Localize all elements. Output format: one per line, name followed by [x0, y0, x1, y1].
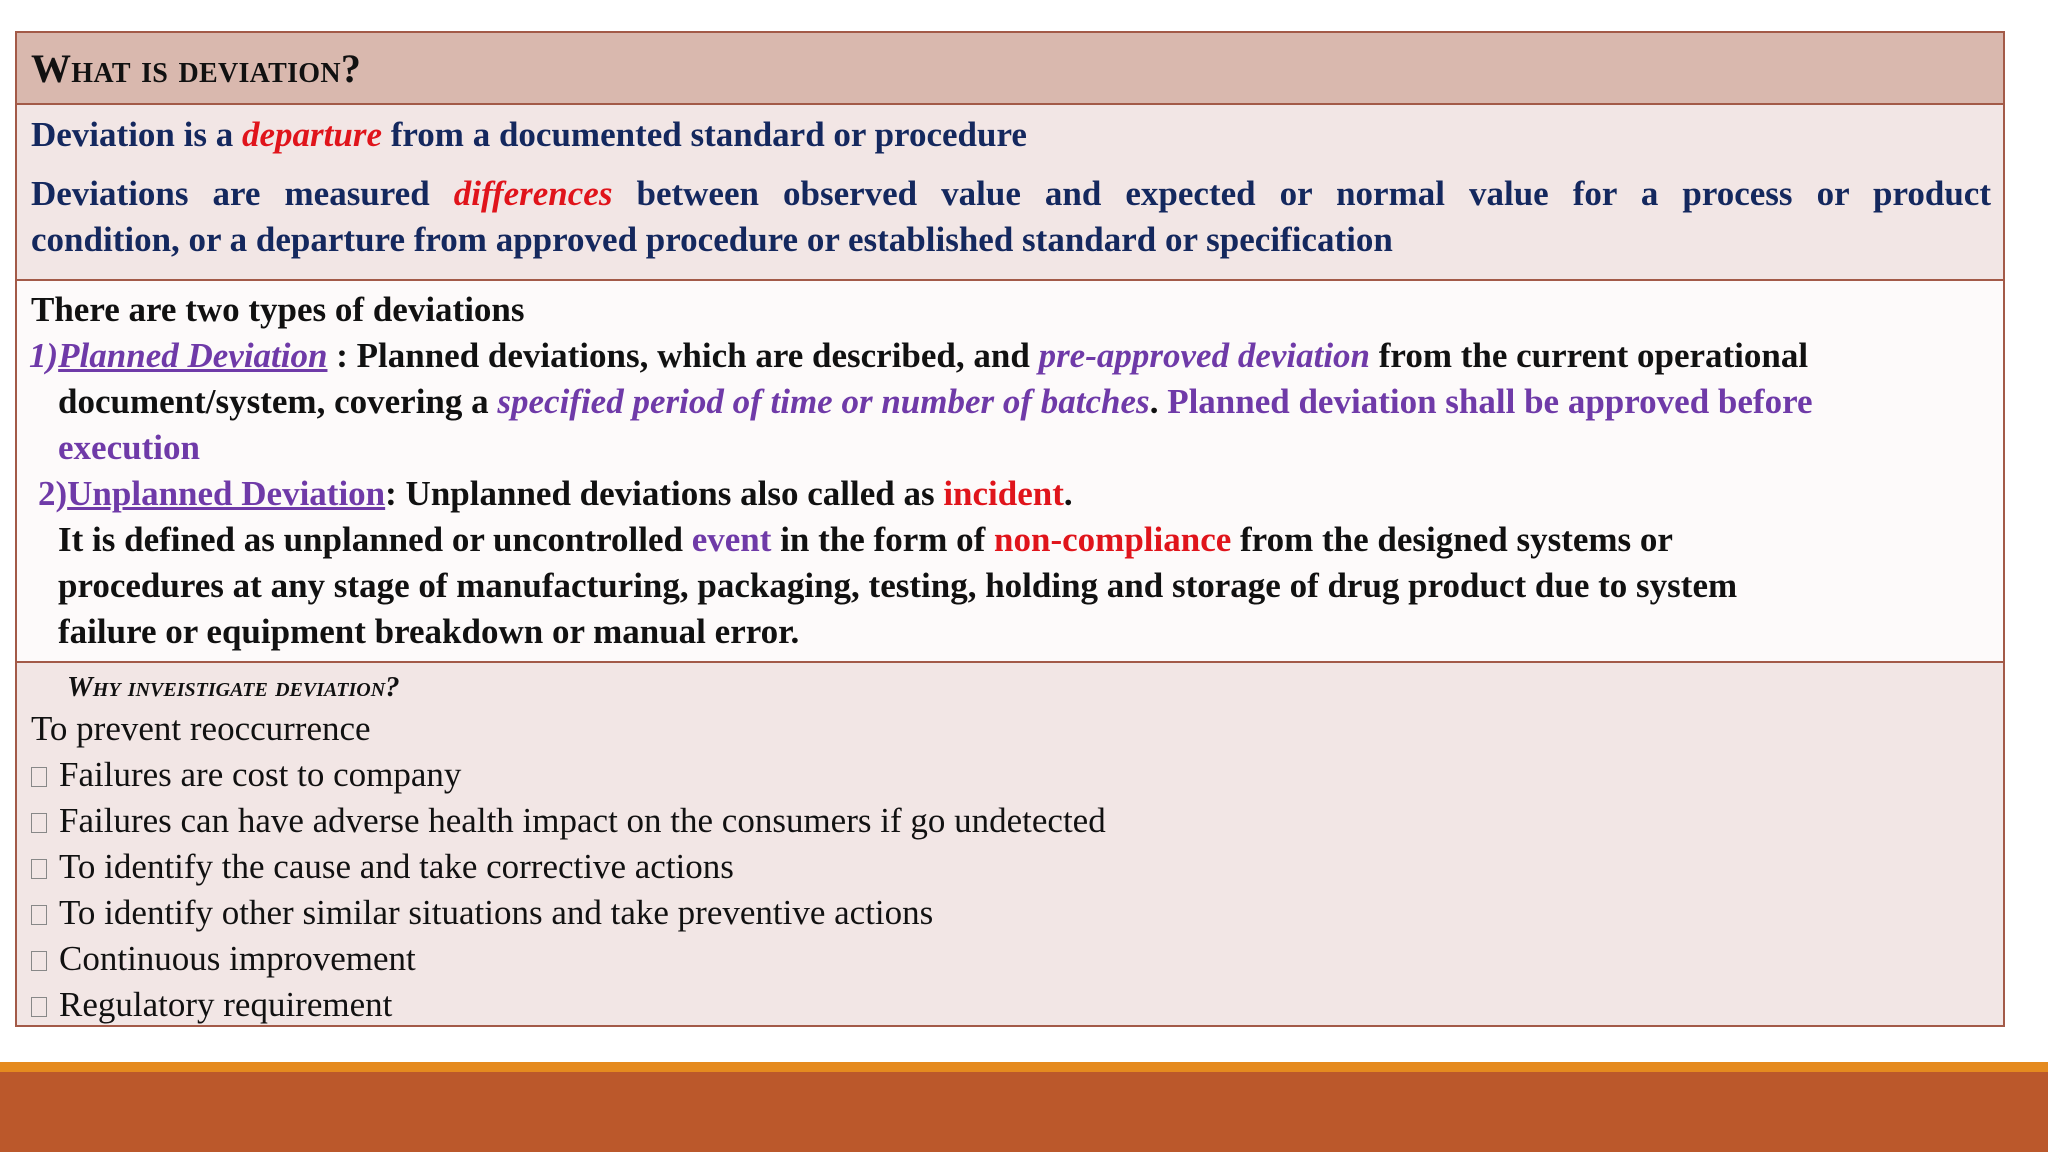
footer-band	[0, 1072, 2048, 1152]
deviation-types-section	[17, 281, 2003, 663]
why-bullet-text: Failures are cost to company	[59, 755, 462, 794]
unplanned-text: in the form of	[771, 520, 995, 559]
definition-line-2	[31, 174, 1991, 214]
slide-content-box	[15, 31, 2005, 1027]
unplanned-deviation-line-1	[38, 474, 1073, 514]
definition-section	[17, 105, 2003, 281]
bullet-box-icon	[31, 813, 47, 833]
definition-text: Deviation is a	[31, 115, 242, 154]
why-bullet-item	[31, 801, 1106, 841]
definition-text: between observed value and expected or normal value for a process or product	[612, 174, 1991, 213]
unplanned-text: It is defined as unplanned or uncontrolled	[58, 520, 692, 559]
planned-text: from the current operational	[1370, 336, 1809, 375]
highlight-event: event	[691, 520, 772, 559]
definition-line-1	[31, 115, 1027, 155]
why-bullet-text: To identify the cause and take corrective actions	[59, 847, 734, 886]
planned-deviation-line-3: execution	[58, 428, 200, 467]
bullet-box-icon	[31, 951, 47, 971]
why-bullet-item	[31, 847, 734, 887]
bullet-box-icon	[31, 859, 47, 879]
bullet-box-icon	[31, 997, 47, 1017]
highlight-incident: incident	[943, 474, 1064, 513]
why-bullet-text: Continuous improvement	[59, 939, 416, 978]
why-investigate-section	[17, 663, 2003, 1025]
footer-accent-stripe	[0, 1062, 2048, 1072]
highlight-differences: differences	[453, 174, 613, 213]
planned-deviation-line-1	[29, 336, 1808, 376]
highlight-non-compliance: non-compliance	[994, 520, 1232, 559]
highlight-approval-requirement: Planned deviation shall be approved before	[1167, 382, 1813, 421]
slide-title: What is deviation?	[31, 46, 362, 91]
why-bullet-item	[31, 893, 933, 933]
unplanned-deviation-line-4: failure or equipment breakdown or manual error.	[58, 612, 800, 651]
bullet-box-icon	[31, 905, 47, 925]
why-intro: To prevent reoccurrence	[31, 709, 371, 748]
unplanned-text: .	[1063, 474, 1073, 513]
planned-text: document/system, covering a	[58, 382, 498, 421]
highlight-pre-approved: pre-approved deviation	[1038, 336, 1371, 375]
unplanned-text: from the designed systems or	[1231, 520, 1673, 559]
why-bullet-text: To identify other similar situations and take preventive actions	[59, 893, 934, 932]
definition-line-3: condition, or a departure from approved procedure or established standard or specification	[31, 220, 1393, 259]
unplanned-text: : Unplanned deviations also called as	[385, 474, 944, 513]
planned-text: : Planned deviations, which are described, and	[327, 336, 1039, 375]
highlight-departure: departure	[241, 115, 382, 154]
bullet-box-icon	[31, 767, 47, 787]
why-bullet-item	[31, 985, 392, 1025]
why-investigate-title: Why inveistigate deviation?	[67, 671, 400, 703]
why-bullet-text: Failures can have adverse health impact on the consumers if go undetected	[59, 801, 1106, 840]
definition-text: Deviations are measured	[31, 174, 454, 213]
highlight-specified-period: specified period of time or number of batches	[497, 382, 1150, 421]
unplanned-deviation-term: Unplanned Deviation	[67, 474, 386, 513]
unplanned-deviation-line-2	[58, 520, 1673, 560]
definition-text: from a documented standard or procedure	[381, 115, 1027, 154]
planned-deviation-line-2	[58, 382, 1813, 422]
planned-deviation-term: Planned Deviation	[58, 336, 328, 375]
why-bullet-item	[31, 939, 416, 979]
unplanned-number: 2)	[38, 474, 68, 513]
why-bullet-item	[31, 755, 461, 795]
title-band	[17, 33, 2003, 105]
unplanned-deviation-line-3: procedures at any stage of manufacturing, packaging, testing, holding and storage of drug product due to system	[58, 566, 1738, 605]
types-intro: There are two types of deviations	[31, 290, 525, 329]
planned-number: 1)	[29, 336, 59, 375]
planned-text: .	[1149, 382, 1168, 421]
why-bullet-text: Regulatory requirement	[59, 985, 393, 1024]
